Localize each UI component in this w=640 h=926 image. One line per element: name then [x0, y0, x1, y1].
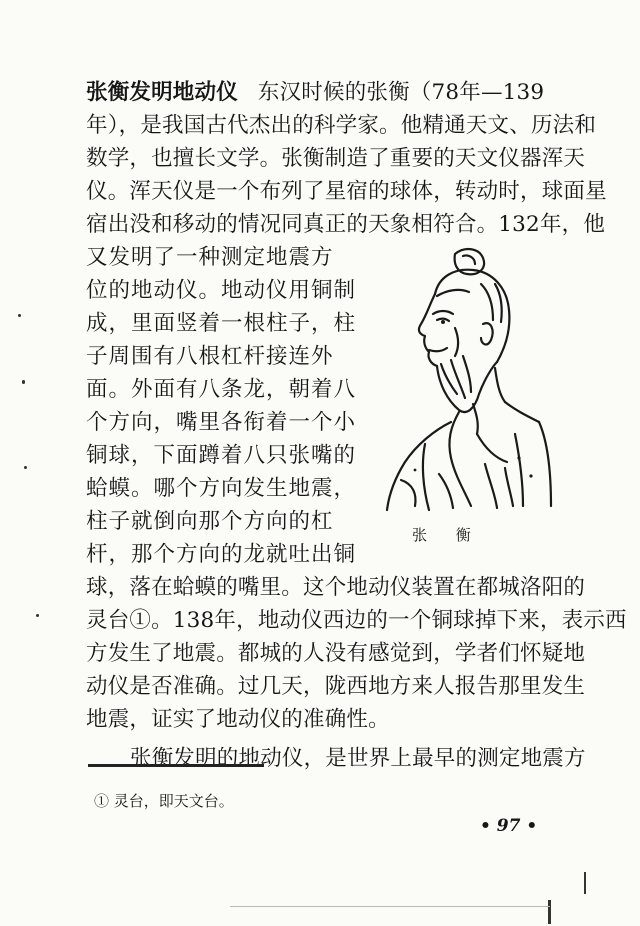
footnote-divider — [88, 764, 264, 767]
text-line-5: 宿出没和移动的情况同真正的天象相符合。132年，他 — [86, 212, 606, 237]
text-line-15: 杆，那个方向的龙就吐出铜 — [86, 542, 357, 567]
text-line-20: 地震，证实了地动仪的准确性。 — [86, 707, 390, 732]
portrait-caption: 张 衡 — [412, 526, 483, 544]
text-line-1-body: 东汉时候的张衡（78年—139 — [257, 80, 545, 105]
text-line-9: 子周围有八根杠杆接连外 — [86, 344, 334, 369]
scan-speck — [22, 380, 25, 384]
text-line-13: 蛤蟆。哪个方向发生地震， — [86, 476, 357, 501]
text-line-11: 个方向，嘴里各衔着一个小 — [86, 410, 357, 435]
text-line-16: 球，落在蛤蟆的嘴里。这个地动仪装置在都城洛阳的 — [86, 575, 586, 600]
scan-mark — [548, 900, 551, 924]
text-line-21: 张衡发明的地动仪，是世界上最早的测定地震方 — [130, 746, 586, 771]
page-number: • 97 • — [480, 816, 538, 836]
scan-speck — [36, 614, 39, 617]
scan-speck — [18, 314, 21, 317]
text-line-10: 面。外面有八条龙，朝着八 — [86, 377, 357, 402]
text-line-6: 又发明了一种测定地震方 — [86, 245, 334, 270]
text-line-17: 灵台①。138年，地动仪西边的一个铜球掉下来，表示西 — [86, 608, 627, 633]
text-line-18: 方发生了地震。都城的人没有感觉到，学者们怀疑地 — [86, 641, 586, 666]
text-line-8: 成，里面竖着一根柱子，柱 — [86, 311, 357, 336]
scan-speck — [24, 466, 27, 469]
text-line-1 — [86, 76, 556, 109]
text-line-3: 数学，也擅长文学。张衡制造了重要的天文仪器浑天 — [86, 146, 586, 171]
text-line-2: 年），是我国古代杰出的科学家。他精通天文、历法和 — [86, 113, 597, 138]
zhang-heng-portrait — [355, 244, 555, 516]
footnote: ① 灵台，即天文台。 — [94, 792, 234, 810]
text-line-19: 动仪是否准确。过几天，陇西地方来人报告那里发生 — [86, 674, 586, 699]
section-heading: 张衡发明地动仪 — [86, 80, 238, 105]
text-line-7: 位的地动仪。地动仪用铜制 — [86, 278, 357, 303]
text-line-14: 柱子就倒向那个方向的杠 — [86, 509, 334, 534]
text-line-4: 仪。浑天仪是一个布列了星宿的球体，转动时，球面星 — [86, 179, 607, 204]
text-line-12: 铜球，下面蹲着八只张嘴的 — [86, 443, 357, 468]
scan-edge — [230, 906, 550, 907]
scan-mark — [584, 872, 586, 894]
